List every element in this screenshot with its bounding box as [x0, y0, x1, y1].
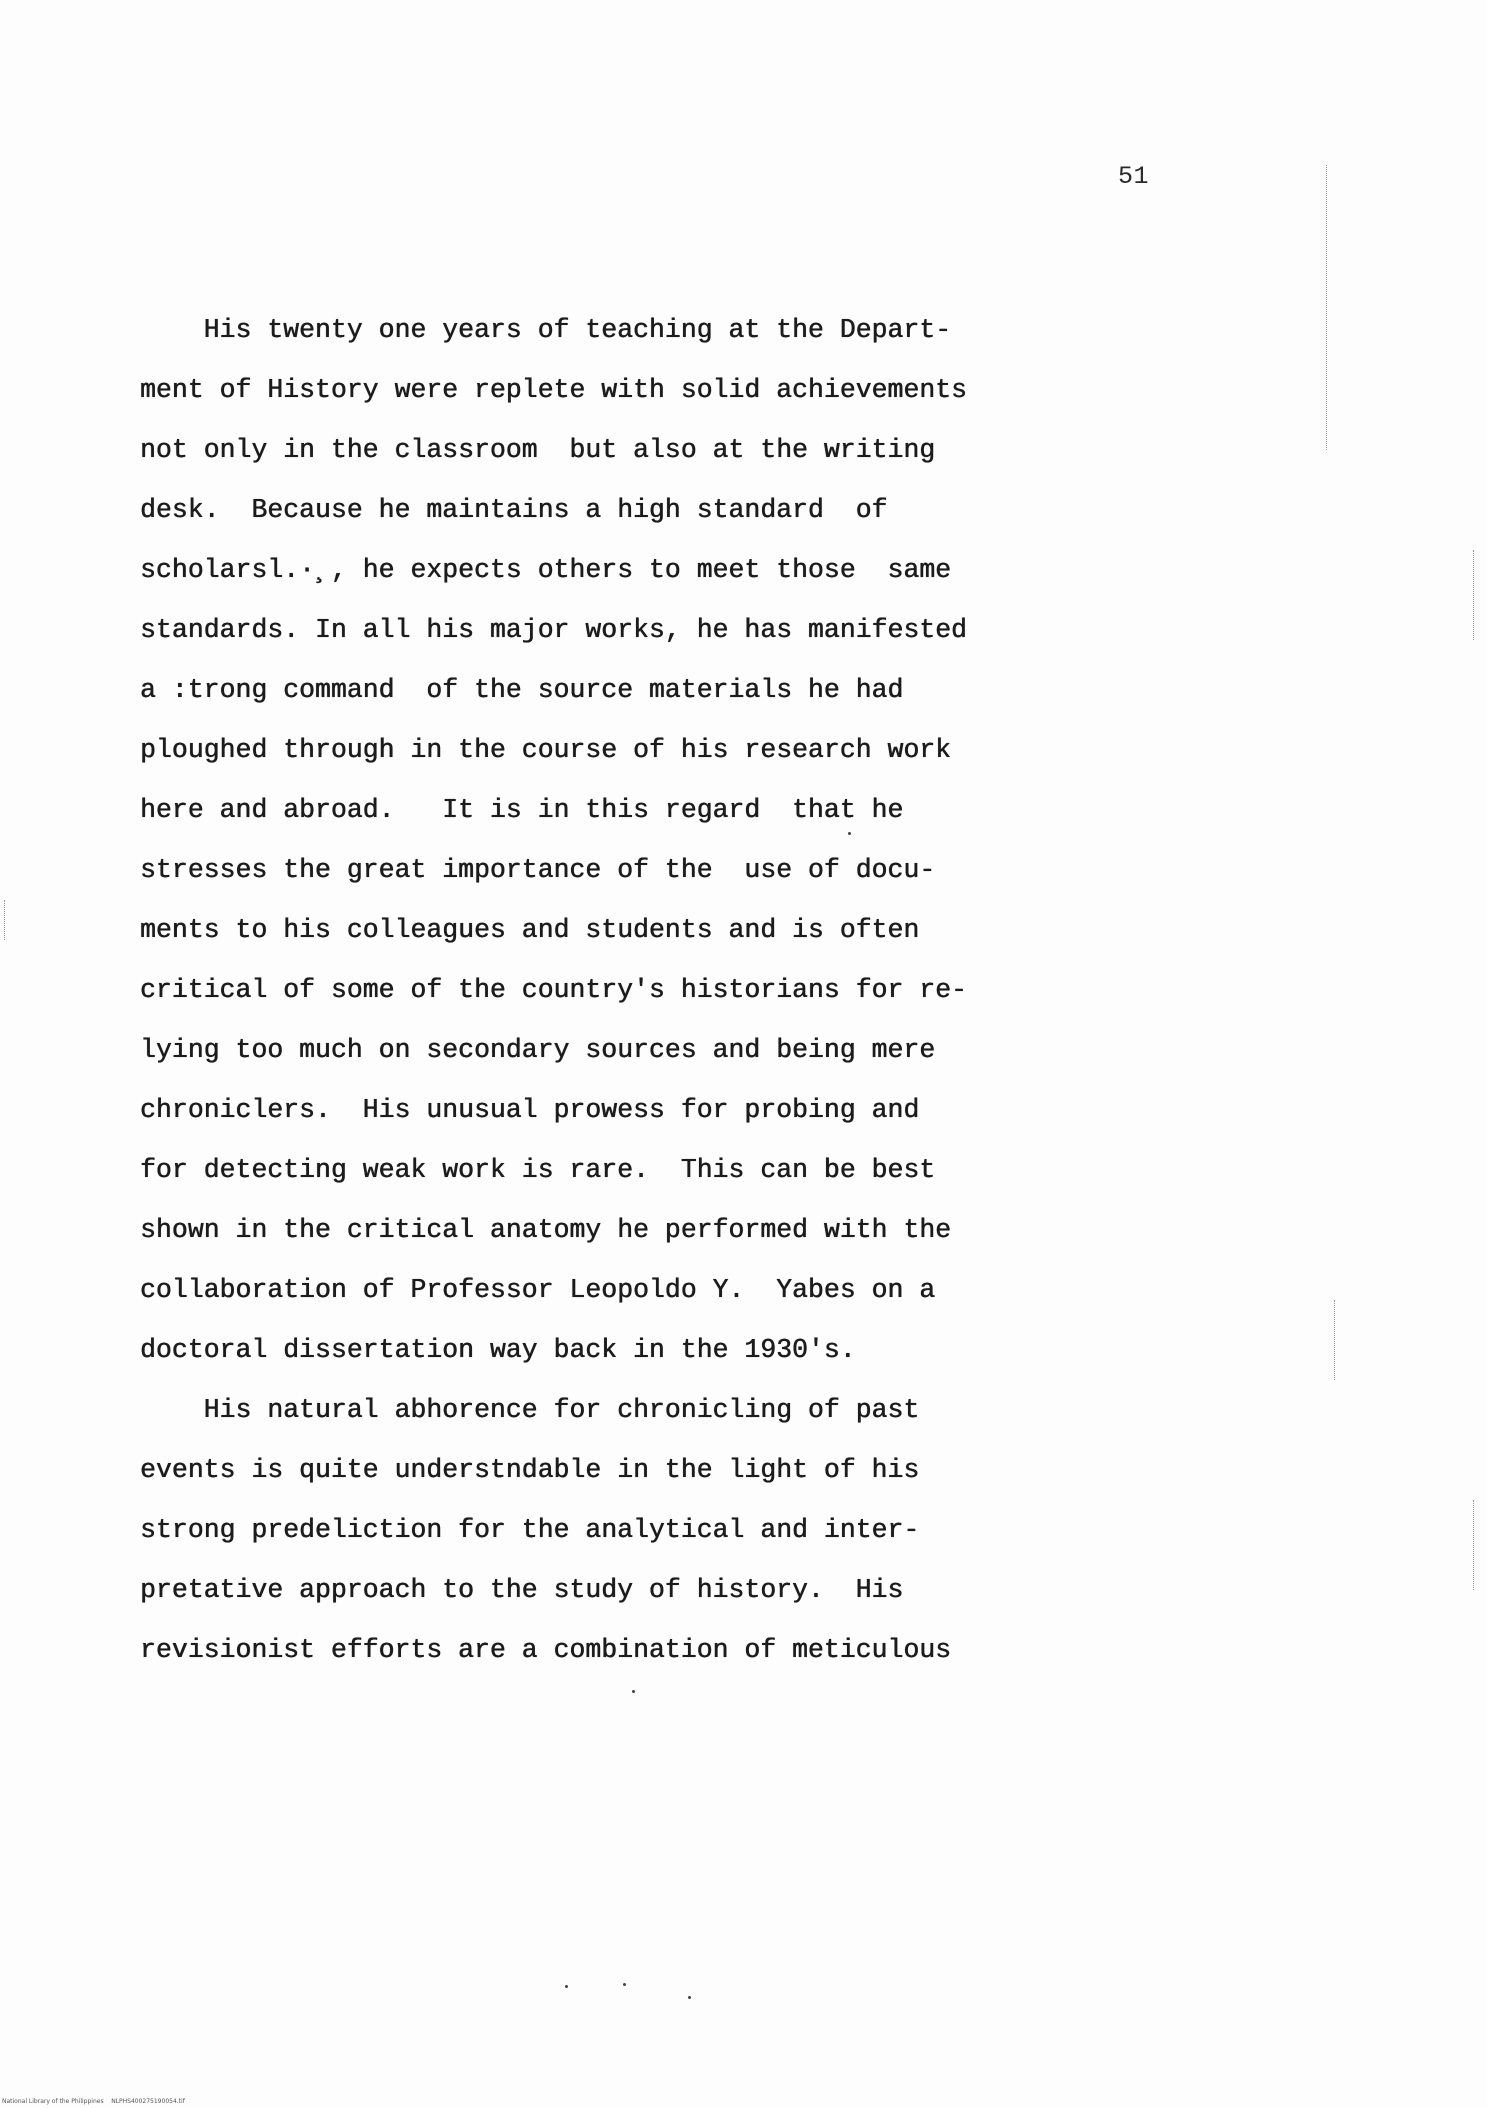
- scan-edge-mark: [4, 900, 5, 940]
- text-line: lying too much on secondary sources and being mere: [140, 1035, 936, 1065]
- text-line: stresses the great importance of the use of docu-: [140, 855, 936, 885]
- text-line: His natural abhorence for chronicling of past: [140, 1395, 920, 1425]
- text-line: pretative approach to the study of history. His: [140, 1575, 904, 1605]
- text-line: His twenty one years of teaching at the Depart-: [140, 315, 952, 345]
- text-line: collaboration of Professor Leopoldo Y. Yabes on a: [140, 1275, 936, 1305]
- text-line: ment of History were replete with solid achievements: [140, 375, 967, 405]
- text-line: strong predeliction for the analytical and inter-: [140, 1515, 920, 1545]
- text-line: not only in the classroom but also at the writing: [140, 435, 936, 465]
- scan-speck: [565, 1985, 568, 1988]
- text-line: a :trong command of the source materials he had: [140, 675, 904, 705]
- scan-speck: [688, 1996, 691, 1999]
- archive-footer-stamp: National Library of the Philippines NLPHS400275190054.tif: [2, 2098, 185, 2105]
- text-line: revisionist efforts are a combination of meticulous: [140, 1635, 952, 1665]
- text-line: ments to his colleagues and students and is often: [140, 915, 920, 945]
- text-line: scholarsl.·¸, he expects others to meet those same: [140, 555, 952, 585]
- text-line: shown in the critical anatomy he performed with the: [140, 1215, 952, 1245]
- scan-edge-mark: [1473, 550, 1474, 640]
- scan-speck: [848, 832, 851, 835]
- text-line: ploughed through in the course of his research work: [140, 735, 952, 765]
- page-number: 51: [1118, 162, 1150, 191]
- text-line: chroniclers. His unusual prowess for probing and: [140, 1095, 920, 1125]
- text-line: doctoral dissertation way back in the 1930's.: [140, 1335, 856, 1365]
- scan-edge-mark: [1326, 165, 1327, 450]
- text-line: here and abroad. It is in this regard that he: [140, 795, 904, 825]
- scan-edge-mark: [1473, 1500, 1474, 1590]
- scan-speck: [623, 1983, 626, 1986]
- scan-edge-mark: [1334, 1300, 1335, 1380]
- text-line: events is quite understndable in the light of his: [140, 1455, 920, 1485]
- body-text: [140, 300, 1120, 1680]
- text-line: for detecting weak work is rare. This can be best: [140, 1155, 936, 1185]
- text-line: critical of some of the country's historians for re-: [140, 975, 967, 1005]
- text-line: standards. In all his major works, he has manifested: [140, 615, 967, 645]
- scan-speck: [632, 1690, 635, 1693]
- text-line: desk. Because he maintains a high standard of: [140, 495, 888, 525]
